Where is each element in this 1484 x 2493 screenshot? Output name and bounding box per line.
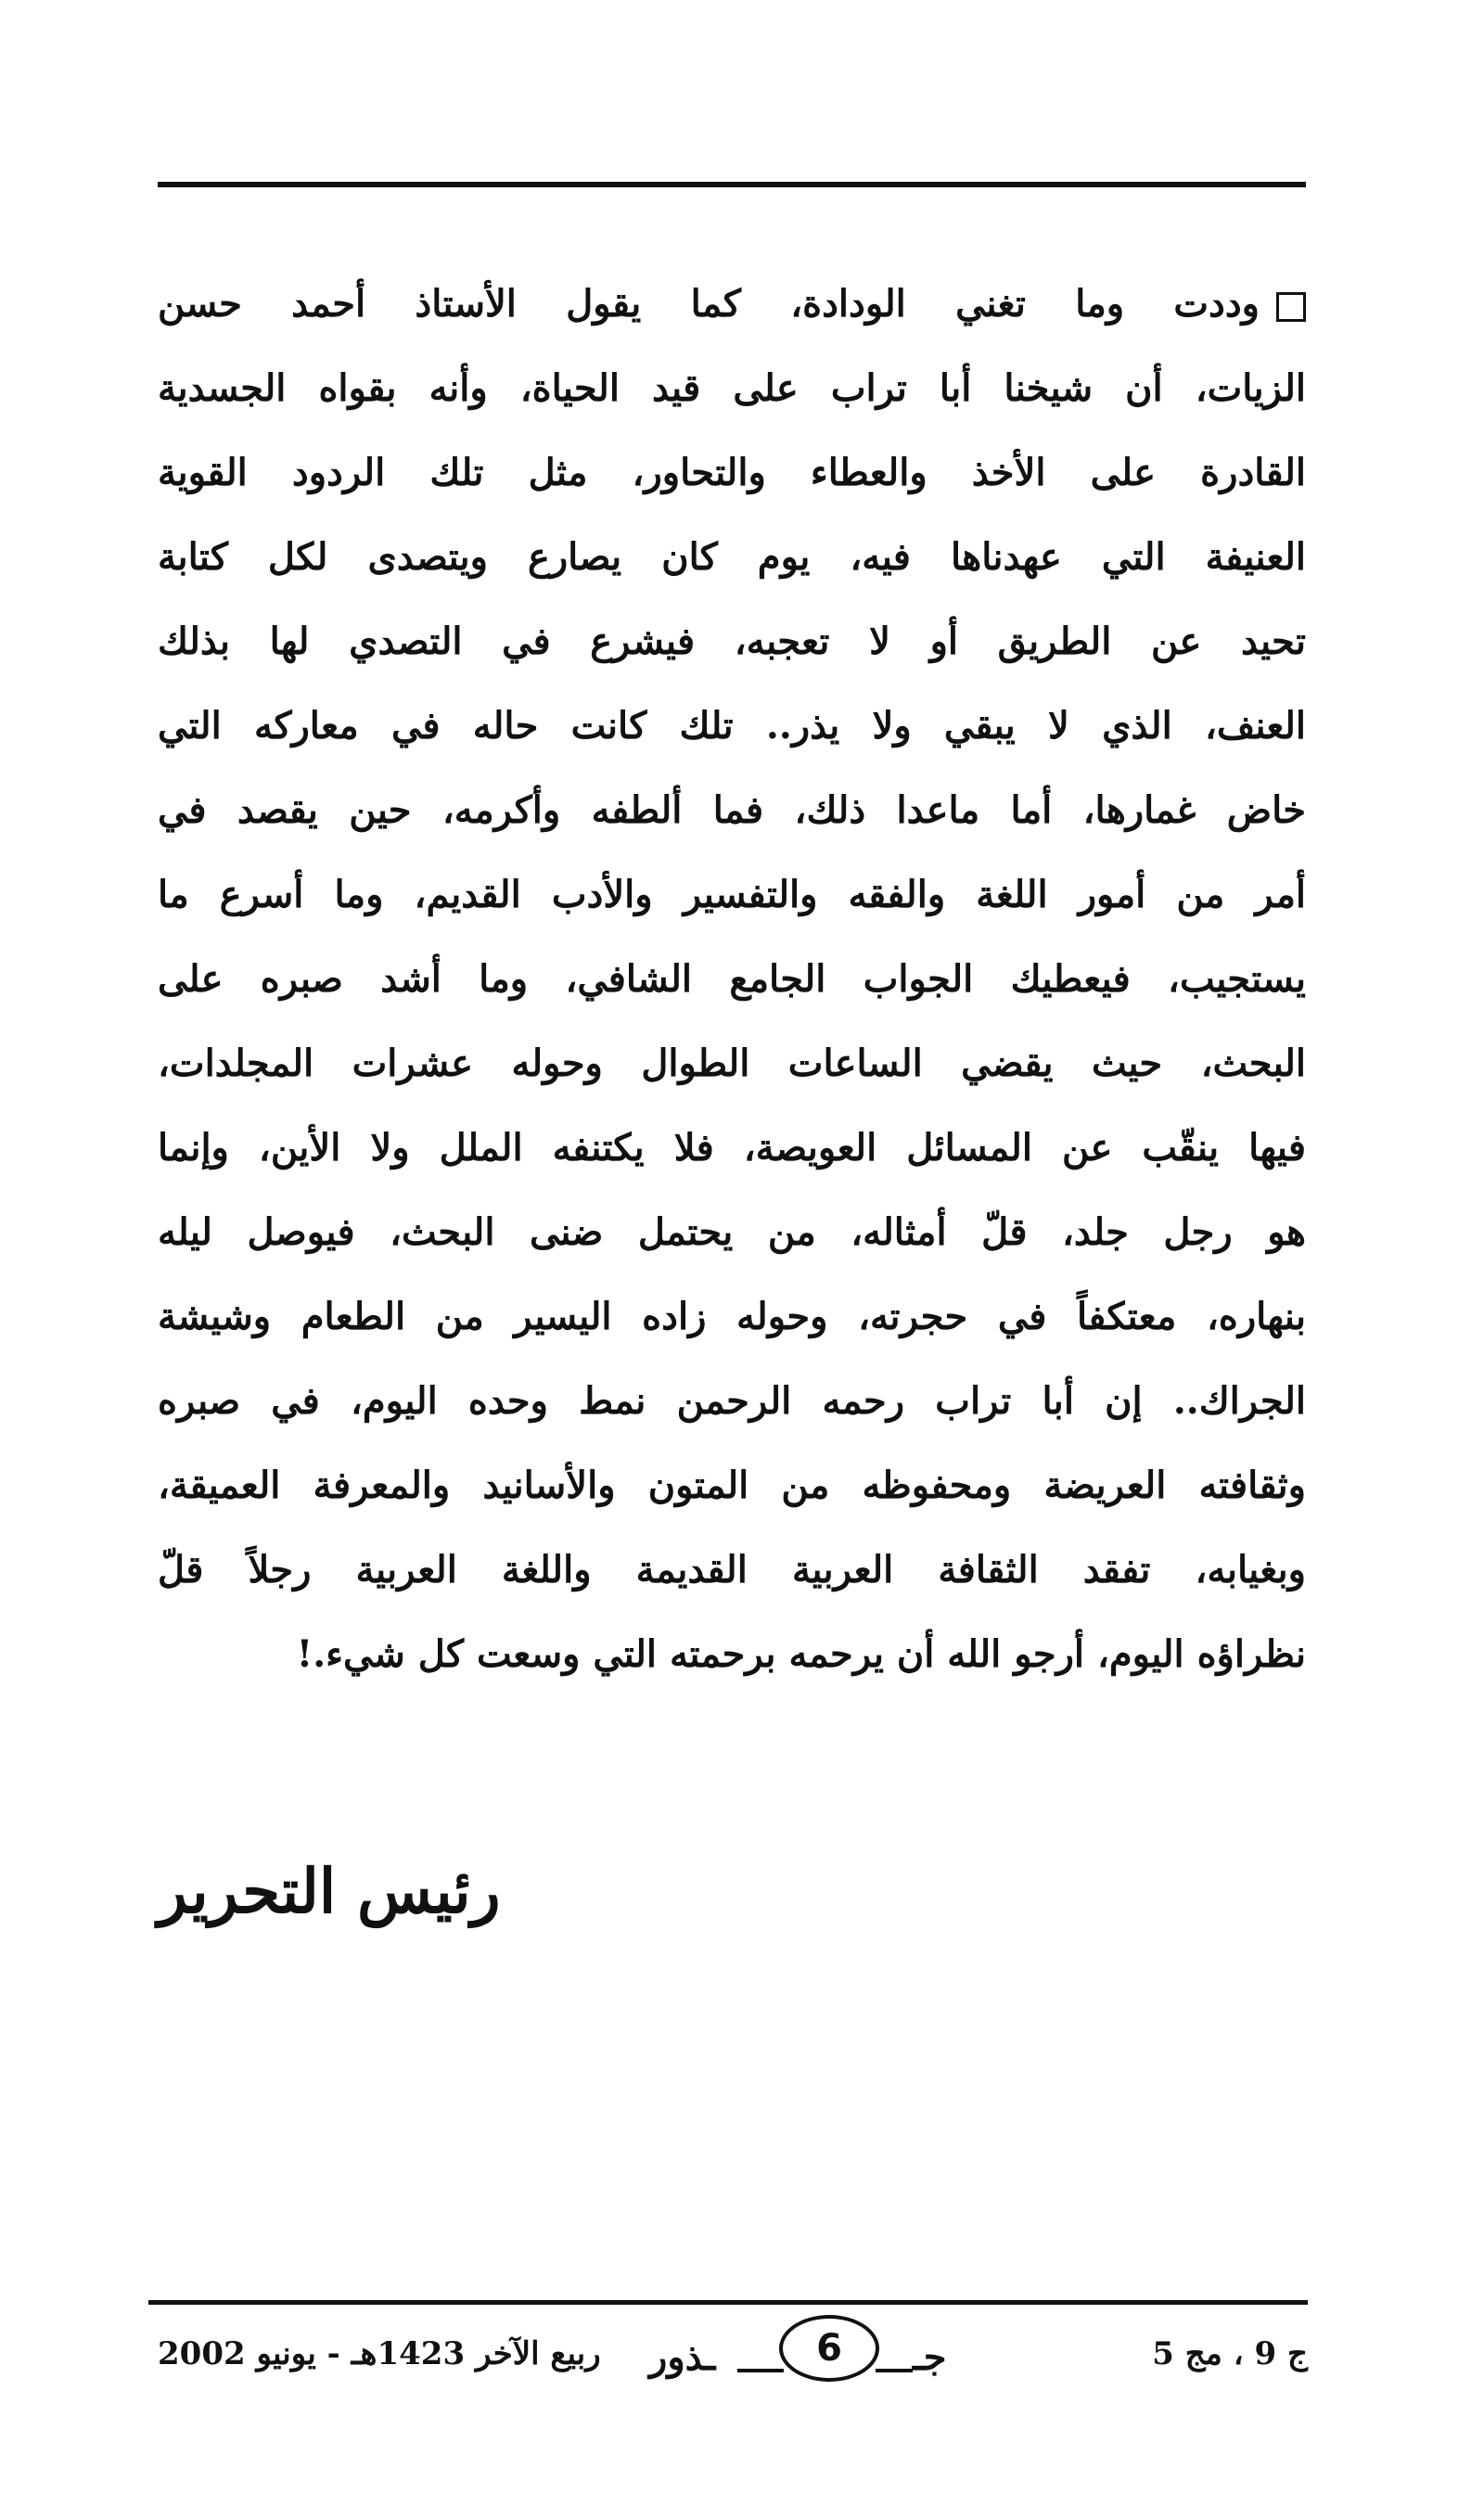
square-bullet-icon <box>1276 292 1306 322</box>
paragraph-line: وددت وما تغني الودادة، كما يقول الأستاذ أحمد حسن <box>158 262 1306 346</box>
paragraph-line: العنيفة التي عهدناها فيه، يوم كان يصارع ويتصدى لكل كتابة <box>158 535 1306 579</box>
editor-signature: رئيس التحرير <box>158 1855 501 1927</box>
journal-name-part: جـ <box>913 2335 947 2379</box>
paragraph-line: البحث، حيث يقضي الساعات الطوال وحوله عشرات المجلدات، <box>158 1042 1306 1085</box>
paragraph-line: العنف، الذي لا يبقي ولا يذر.. تلك كانت حاله في معاركه التي <box>158 704 1306 748</box>
paragraph-line: فيها ينقّب عن المسائل العويصة، فلا يكتنفه الملل ولا الأين، وإنما <box>158 1126 1306 1170</box>
paragraph-line: بنهاره، معتكفاً في حجرته، وحوله زاده اليسير من الطعام وشيشة <box>158 1295 1306 1338</box>
paragraph-line: يستجيب، فيعطيك الجواب الجامع الشافي، وما أشد صبره على <box>158 957 1306 1001</box>
page-number: 6 <box>779 2315 879 2382</box>
paragraph-line: الزيات، أن شيخنا أبا تراب على قيد الحياة، وأنه بقواه الجسدية <box>158 366 1306 410</box>
paragraph-line: القادرة على الأخذ والعطاء والتحاور، مثل تلك الردود القوية <box>158 451 1306 494</box>
journal-stroke-left <box>737 2369 784 2372</box>
page-footer <box>148 2308 1308 2410</box>
paragraph-line: تحيد عن الطريق أو لا تعجبه، فيشرع في التصدي لها بذلك <box>158 620 1306 663</box>
paragraph-line: هو رجل جلد، قلّ أمثاله، من يحتمل ضنى البحث، فيوصل ليله <box>158 1210 1306 1254</box>
paragraph-line: الجراك.. إن أبا تراب رحمه الرحمن نمط وحده اليوم، في صبره <box>158 1379 1306 1423</box>
paragraph-line: وبغيابه، تفقد الثقافة العربية القديمة واللغة العربية رجلاً قلّ <box>158 1548 1306 1592</box>
paragraph-line: نظراؤه اليوم، أرجو الله أن يرحمه برحمته التي وسعت كل شيء.! <box>296 1632 1306 1676</box>
volume-info: ج 9 ، مج 5 <box>1152 2335 1308 2372</box>
paragraph-line: وثقافته العريضة ومحفوظه من المتون والأسانيد والمعرفة العميقة، <box>158 1464 1306 1507</box>
journal-name-part: ـذور <box>649 2335 716 2379</box>
top-rule <box>158 182 1306 187</box>
journal-mark <box>649 2308 983 2410</box>
journal-stroke-right <box>876 2369 913 2372</box>
footer-rule <box>148 2300 1308 2305</box>
paragraph-line: خاض غمارها، أما ماعدا ذلك، فما ألطفه وأكرمه، حين يقصد في <box>158 788 1306 832</box>
article-body <box>158 262 1306 1696</box>
paragraph-line: أمر من أمور اللغة والفقه والتفسير والأدب القديم، وما أسرع ما <box>158 873 1306 916</box>
issue-date: ربيع الآخر 1423هـ - يونيو 2002 <box>158 2335 601 2372</box>
